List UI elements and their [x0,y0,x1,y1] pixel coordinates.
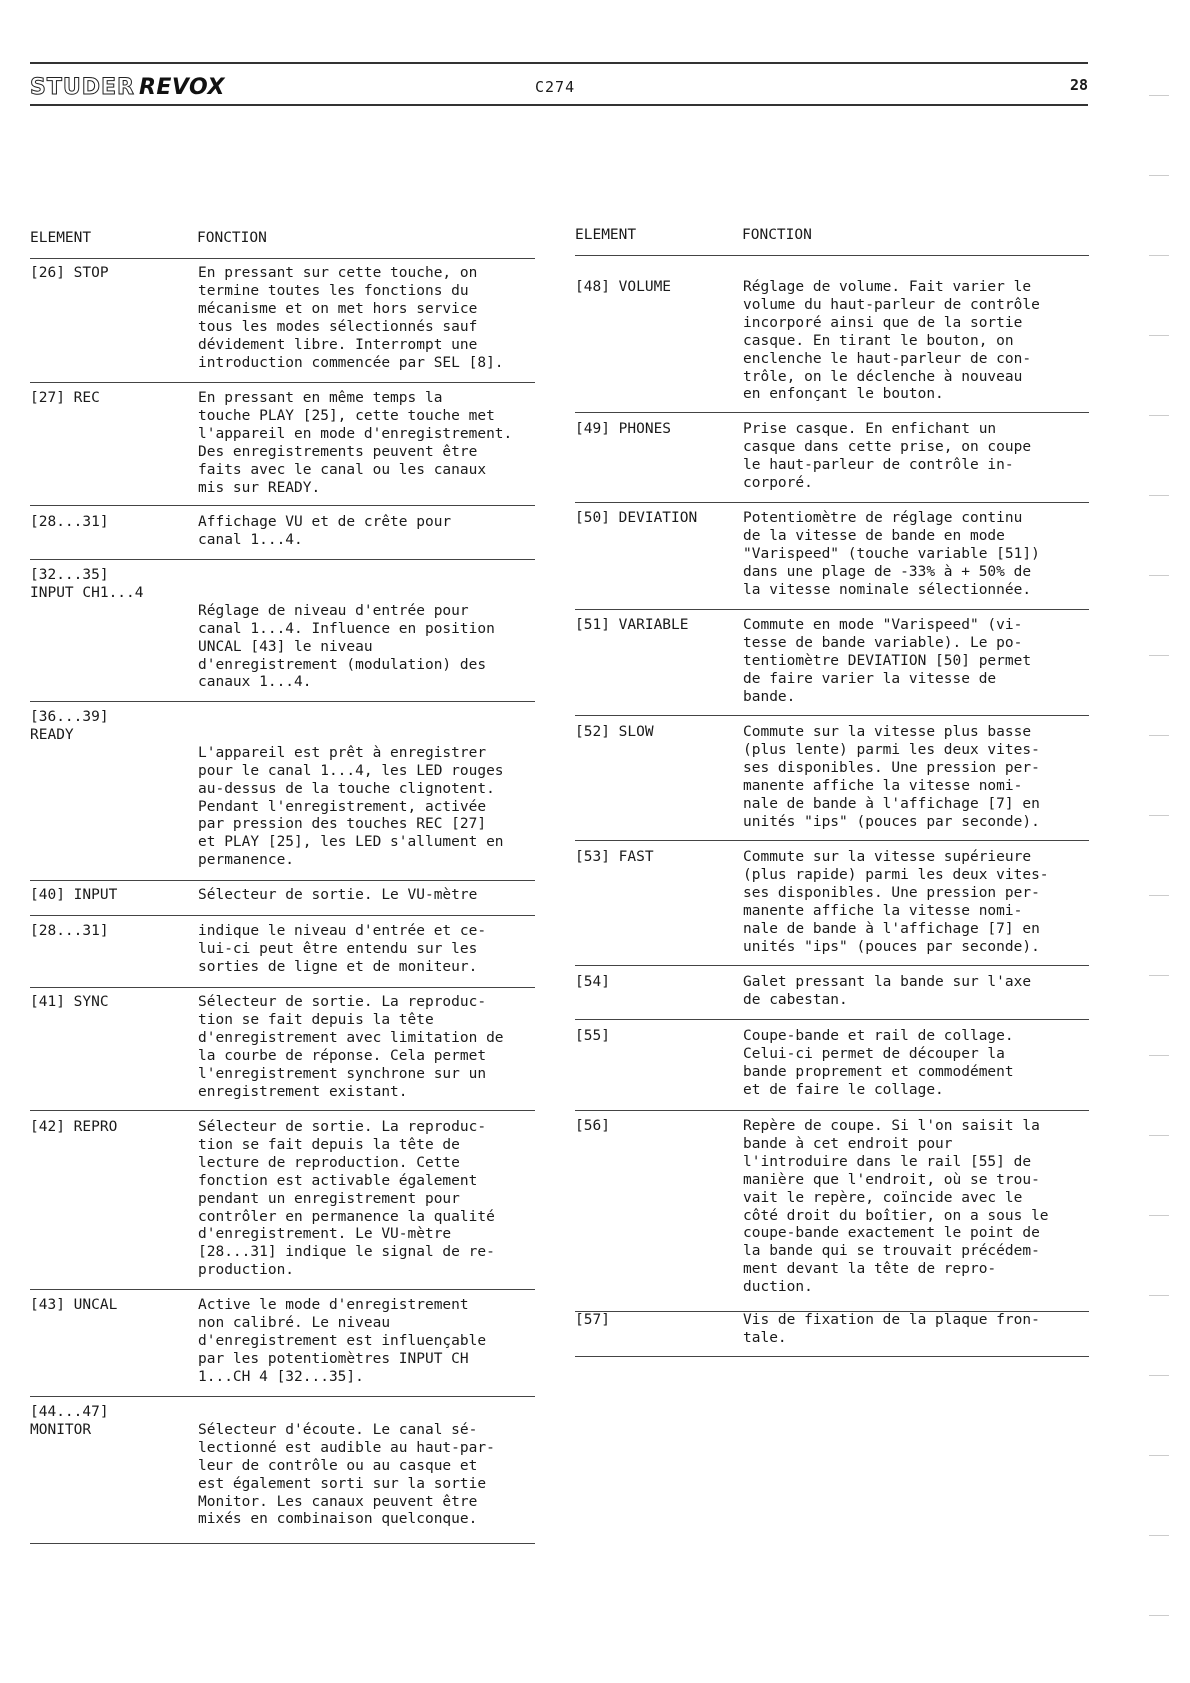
function-text: Coupe-bande et rail de collage. Celui-ci permet de découper la bande proprement et commodément et de faire le collage. [743,1028,1014,1098]
function-text: Galet pressant la bande sur l'axe de cabestan. [743,974,1032,1008]
function-text: Sélecteur de sortie. La reproduc- tion se fait depuis la tête de lecture de reproduction. Cette fonction est activable également pendant un enregistrement pour contrôler en permanence la qualité d'enregistrement. Le VU-mètre [28...31] indique le signal de re- production. [198,1119,495,1279]
scan-margin-mark [1149,95,1169,96]
entry-divider [575,412,1089,413]
entry-divider [575,715,1089,716]
entry-divider [575,965,1089,966]
element-label: [44...47] MONITOR [30,1404,109,1438]
element-label: [42] REPRO [30,1119,118,1135]
function-text: Commute sur la vitesse plus basse (plus lente) parmi les deux vites- ses disponibles. Une pression per- manente affiche la vitesse nomi- nale de bande à l'affichage [7] en unités "ips" (pouces par seconde). [743,724,1040,830]
element-label: [32...35] INPUT CH1...4 [30,567,144,601]
entry-divider [30,382,535,383]
function-text: Réglage de niveau d'entrée pour canal 1...4. Influence en position UNCAL [43] le niveau d'enregistrement (modulation) des canaux 1...4. [198,602,495,691]
scan-margin-mark [1149,815,1169,816]
studer-revox-logo [30,75,225,100]
element-label: [28...31] [30,923,109,939]
logo-studer: STUDER [30,75,135,100]
entry-divider [575,1019,1089,1020]
element-label: [51] VARIABLE [575,617,689,633]
entry-divider [30,1110,535,1111]
entry-divider [30,1396,535,1397]
scan-margin-mark [1149,655,1169,656]
entry-divider [30,1543,535,1544]
element-label: [43] UNCAL [30,1297,118,1313]
header-bottom-rule [30,104,1088,106]
entry-divider [30,880,535,881]
scan-margin-mark [1149,495,1169,496]
page-header [30,62,1088,106]
scan-margin-mark [1149,1215,1169,1216]
right-function-heading: FONCTION [742,227,812,243]
function-text: Réglage de volume. Fait varier le volume du haut-parleur de contrôle incorporé ainsi que de la sortie casque. En tirant le bouton, on enclenche le haut-parleur de con- trôle, on le déclenche à nouveau en enfonçant le bouton. [743,279,1040,403]
scan-margin-mark [1149,255,1169,256]
entry-divider [30,987,535,988]
scan-margin-mark [1149,1295,1169,1296]
entry-divider [30,559,535,560]
entry-divider [30,1289,535,1290]
function-text: Vis de fixation de la plaque fron- tale. [743,1312,1040,1346]
entry-divider [30,701,535,702]
scan-margin-mark [1149,175,1169,176]
logo-revox: REVOX [138,75,225,100]
scan-margin-mark [1149,895,1169,896]
function-text: Active le mode d'enregistrement non calibré. Le niveau d'enregistrement est influençable par les potentiomètres INPUT CH 1...CH 4 [32...35]. [198,1297,487,1385]
function-text: Affichage VU et de crête pour canal 1...4. [198,514,452,548]
right-heading-rule [575,255,1089,256]
scan-margin-mark [1149,575,1169,576]
element-label: [56] [575,1118,610,1134]
element-label: [54] [575,974,610,990]
function-text: Sélecteur de sortie. Le VU-mètre [198,887,478,903]
scan-margin-mark [1149,1375,1169,1376]
element-label: [57] [575,1312,610,1328]
element-label: [50] DEVIATION [575,510,698,526]
entry-divider [575,840,1089,841]
scan-margin-mark [1149,1135,1169,1136]
entry-divider [575,609,1089,610]
element-label: [28...31] [30,514,109,530]
function-text: Potentiomètre de réglage continu de la vitesse de bande en mode "Varispeed" (touche variable [51]) dans une plage de -33% à + 50% de la vitesse nominale sélectionnée. [743,510,1040,598]
entry-divider [30,505,535,506]
model-number: C274 [535,78,576,96]
element-label: [40] INPUT [30,887,118,903]
function-text: Prise casque. En enfichant un casque dans cette prise, on coupe le haut-parleur de contrôle in- corporé. [743,421,1032,491]
element-label: [49] PHONES [575,421,672,437]
left-heading-rule [30,258,535,259]
scan-margin-mark [1149,335,1169,336]
scan-margin-mark [1149,1535,1169,1536]
function-text: Commute sur la vitesse supérieure (plus rapide) parmi les deux vites- ses disponibles. Une pression per- manente affiche la vitesse nomi- nale de bande à l'affichage [7] en unités "ips" (pouces par seconde). [743,849,1049,955]
left-element-heading: ELEMENT [30,230,92,246]
scan-margin-mark [1149,1455,1169,1456]
entry-divider [575,1356,1089,1357]
page-number: 28 [1069,76,1088,94]
function-text: En pressant sur cette touche, on termine toutes les fonctions du mécanisme et on met hors service tous les modes sélectionnés sauf dévidement libre. Interrompt une introduction commencée par SEL [8]. [198,265,504,371]
scan-margin-mark [1149,975,1169,976]
function-text: Repère de coupe. Si l'on saisit la bande à cet endroit pour l'introduire dans le rail [55] de manière que l'endroit, où se trou- vait le repère, coïncide avec le côté droit du boîtier, on a sous le coupe-bande exactement le point de la bande qui se trouvait précédem- ment devant la tête de repro- duction. [743,1118,1049,1296]
function-text: En pressant en même temps la touche PLAY [25], cette touche met l'appareil en mode d'enregistrement. Des enregistrements peuvent être faits avec le canal ou les canaux mis sur READY. [198,390,513,496]
entry-divider [575,1110,1089,1111]
function-text: L'appareil est prêt à enregistrer pour le canal 1...4, les LED rouges au-dessus de la touche clignotent. Pendant l'enregistrement, activée par pression des touches REC [27] et PLAY [25], les LED s'allument en permanence. [198,744,504,869]
element-label: [48] VOLUME [575,279,672,295]
function-text: Commute en mode "Varispeed" (vi- tesse de bande variable). Le po- tentiomètre DEVIATION [50] permet de faire varier la vitesse de bande. [743,617,1032,705]
function-text: Sélecteur de sortie. La reproduc- tion se fait depuis la tête d'enregistrement avec limitation de la courbe de réponse. Cela permet l'enregistrement synchrone sur un enregistrement existant. [198,994,504,1100]
entry-divider [30,915,535,916]
scan-margin-mark [1149,415,1169,416]
element-label: [52] SLOW [575,724,654,740]
element-label: [53] FAST [575,849,654,865]
element-label: [36...39] READY [30,709,109,743]
right-element-heading: ELEMENT [575,227,637,243]
element-label: [41] SYNC [30,994,109,1010]
function-text: indique le niveau d'entrée et ce- lui-ci peut être entendu sur les sorties de ligne et de moniteur. [198,923,487,975]
scan-margin-mark [1149,1615,1169,1616]
function-text: Sélecteur d'écoute. Le canal sé- lectionné est audible au haut-par- leur de contrôle ou au casque et est également sorti sur la sortie Monitor. Les canaux peuvent être mixés en combinaison quelconque. [198,1421,495,1528]
scan-margin-mark [1149,1055,1169,1056]
element-label: [55] [575,1028,610,1044]
scan-margin-mark [1149,735,1169,736]
element-label: [27] REC [30,390,100,406]
left-function-heading: FONCTION [197,230,267,246]
entry-divider [575,502,1089,503]
element-label: [26] STOP [30,265,109,281]
